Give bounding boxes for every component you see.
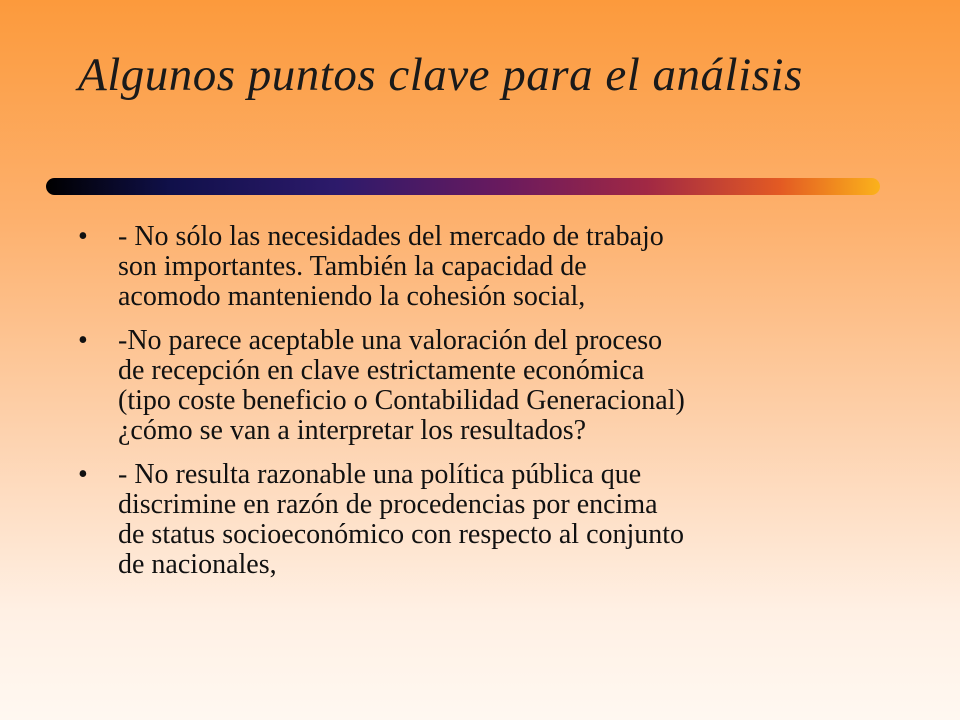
- bullet-line: de recepción en clave estrictamente económica: [118, 355, 645, 386]
- bullet-item: [78, 222, 888, 312]
- bullet-dot-icon: •: [78, 325, 88, 356]
- title-divider-rule: [46, 178, 880, 195]
- bullet-line: (tipo coste beneficio o Contabilidad Generacional): [118, 385, 685, 416]
- bullet-dot-icon: •: [78, 459, 88, 490]
- bullet-line: discrimine en razón de procedencias por encima: [118, 489, 658, 520]
- bullet-line: -No parece aceptable una valoración del proceso: [118, 325, 663, 356]
- bullet-list: [78, 222, 888, 594]
- bullet-line: - No sólo las necesidades del mercado de trabajo: [118, 221, 664, 252]
- bullet-dot-icon: •: [78, 221, 88, 252]
- bullet-item: [78, 460, 888, 580]
- bullet-line: - No resulta razonable una política pública que: [118, 459, 642, 490]
- bullet-line: son importantes. También la capacidad de: [118, 251, 587, 282]
- bullet-line: ¿cómo se van a interpretar los resultados?: [118, 415, 587, 446]
- bullet-line: de status socioeconómico con respecto al conjunto: [118, 519, 685, 550]
- bullet-item: [78, 326, 888, 446]
- bullet-line: de nacionales,: [118, 549, 277, 580]
- bullet-line: acomodo manteniendo la cohesión social,: [118, 281, 586, 312]
- slide-title: Algunos puntos clave para el análisis: [78, 49, 803, 101]
